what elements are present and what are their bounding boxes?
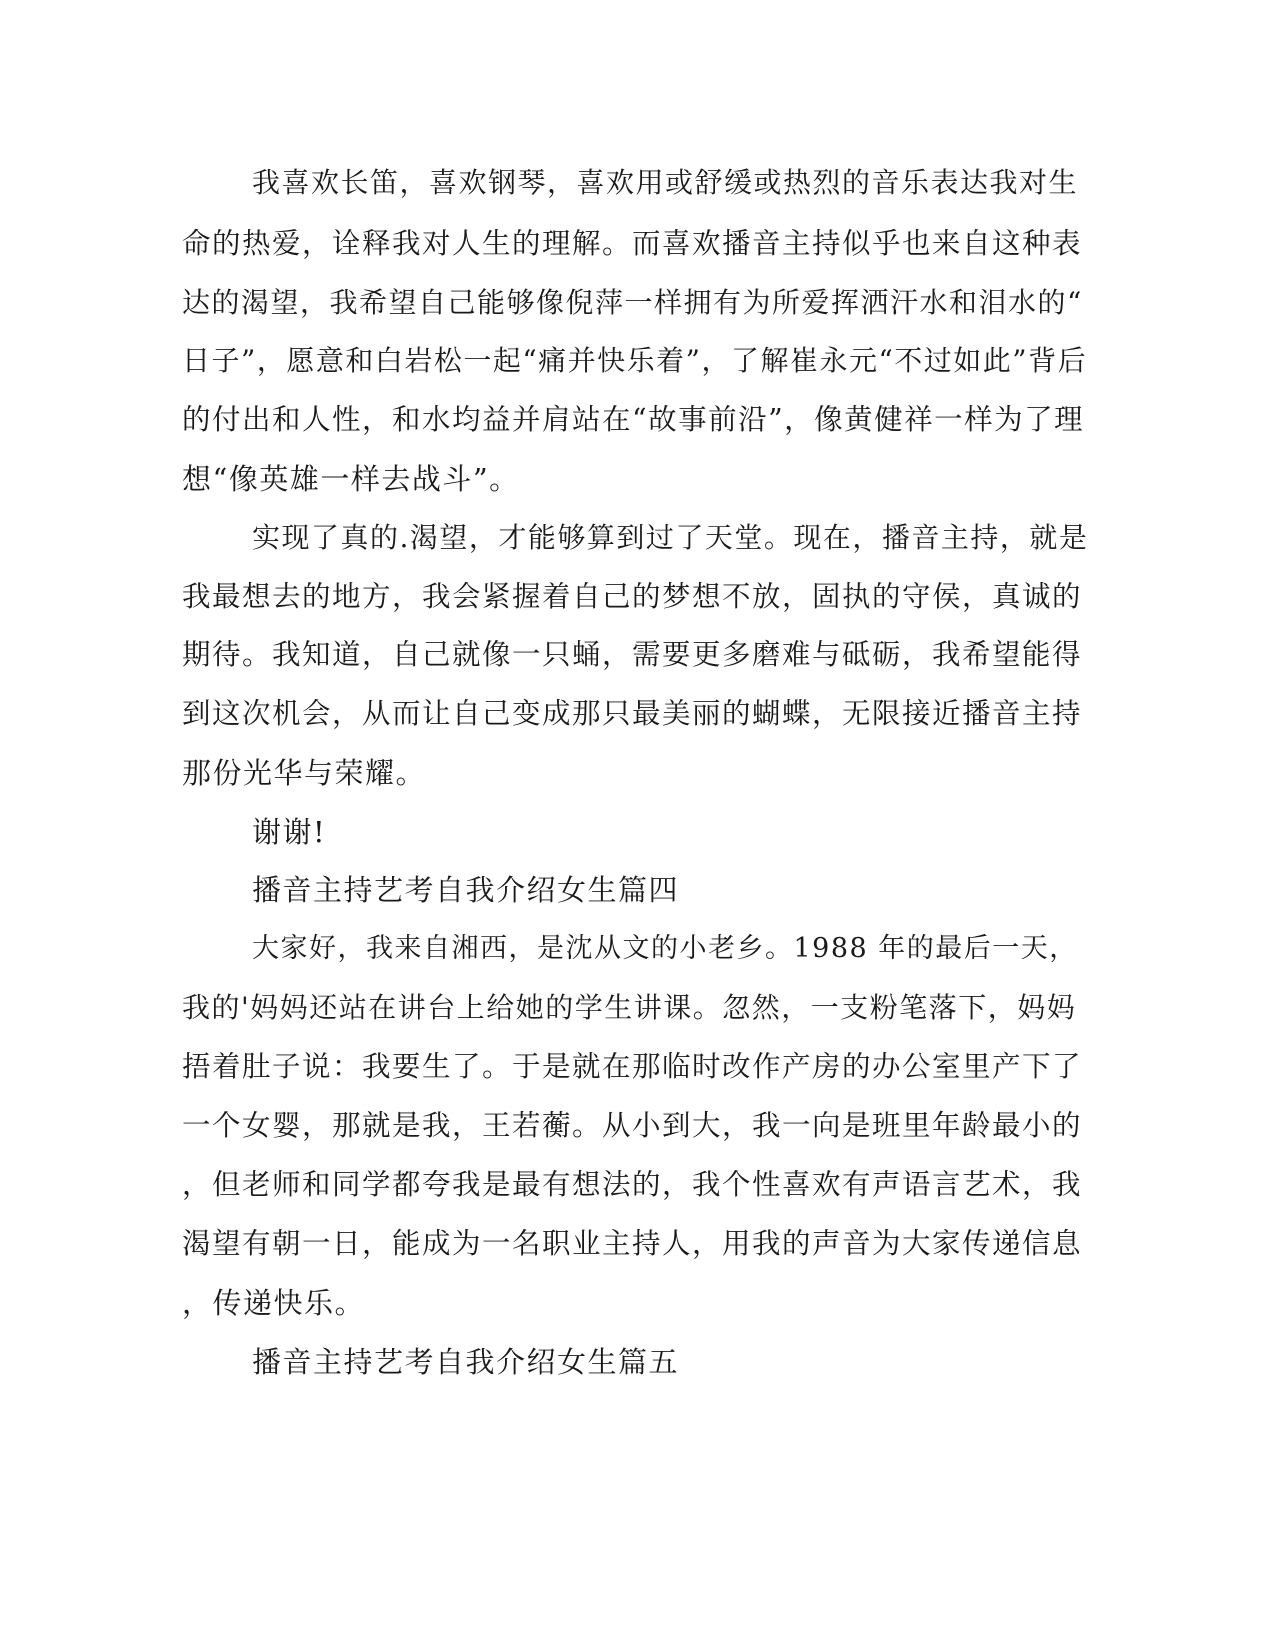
paragraph-line: ，但老师和同学都夸我是最有想法的，我个性喜欢有声语言艺术，我: [182, 1168, 1083, 1201]
paragraph-line: 的付出和人性，和水均益并肩站在“故事前沿”，像黄健祥一样为了理: [182, 403, 1085, 436]
paragraph-line: 到这次机会，从而让自己变成那只最美丽的蝴蝶，无限接近播音主持: [182, 697, 1083, 730]
paragraph-line: 实现了真的.渴望，才能够算到过了天堂。现在，播音主持，就是: [252, 521, 1089, 554]
paragraph-line: 达的渴望，我希望自己能够像倪萍一样拥有为所爱挥洒汗水和泪水的“: [182, 286, 1083, 319]
paragraph-line: 那份光华与荣耀。: [182, 756, 427, 790]
paragraph-line: ，传递快乐。: [182, 1286, 366, 1320]
paragraph-line: 期待。我知道，自己就像一只蛹，需要更多磨难与砥砺，我希望能得: [182, 638, 1083, 671]
paragraph-line: 命的热爱，诠释我对人生的理解。而喜欢播音主持似乎也来自这种表: [182, 227, 1083, 260]
paragraph-line: 捂着肚子说：我要生了。于是就在那临时改作产房的办公室里产下了: [182, 1050, 1083, 1083]
paragraph-line: 渴望有朝一日，能成为一名职业主持人，用我的声音为大家传递信息: [182, 1227, 1083, 1260]
paragraph-line: 我喜欢长笛，喜欢钢琴，喜欢用或舒缓或热烈的音乐表达我对生: [252, 166, 1079, 199]
closing-line: 谢谢!: [252, 815, 327, 849]
paragraph-line: 大家好，我来自湘西，是沈从文的小老乡。1988 年的最后一天，: [252, 933, 1078, 964]
paragraph-line: 日子”，愿意和白岩松一起“痛并快乐着”，了解崔永元“不过如此”背后: [182, 344, 1088, 377]
section-heading: 播音主持艺考自我介绍女生篇五: [252, 1345, 680, 1379]
paragraph-line: 想“像英雄一样去战斗”。: [182, 462, 520, 496]
section-heading: 播音主持艺考自我介绍女生篇四: [252, 873, 680, 907]
paragraph-line: 一个女婴，那就是我，王若蘅。从小到大，我一向是班里年龄最小的: [182, 1109, 1083, 1142]
paragraph-line: 我最想去的地方，我会紧握着自己的梦想不放，固执的守侯，真诚的: [182, 580, 1083, 613]
paragraph-line: 我的'妈妈还站在讲台上给她的学生讲课。忽然，一支粉笔落下，妈妈: [182, 991, 1077, 1024]
